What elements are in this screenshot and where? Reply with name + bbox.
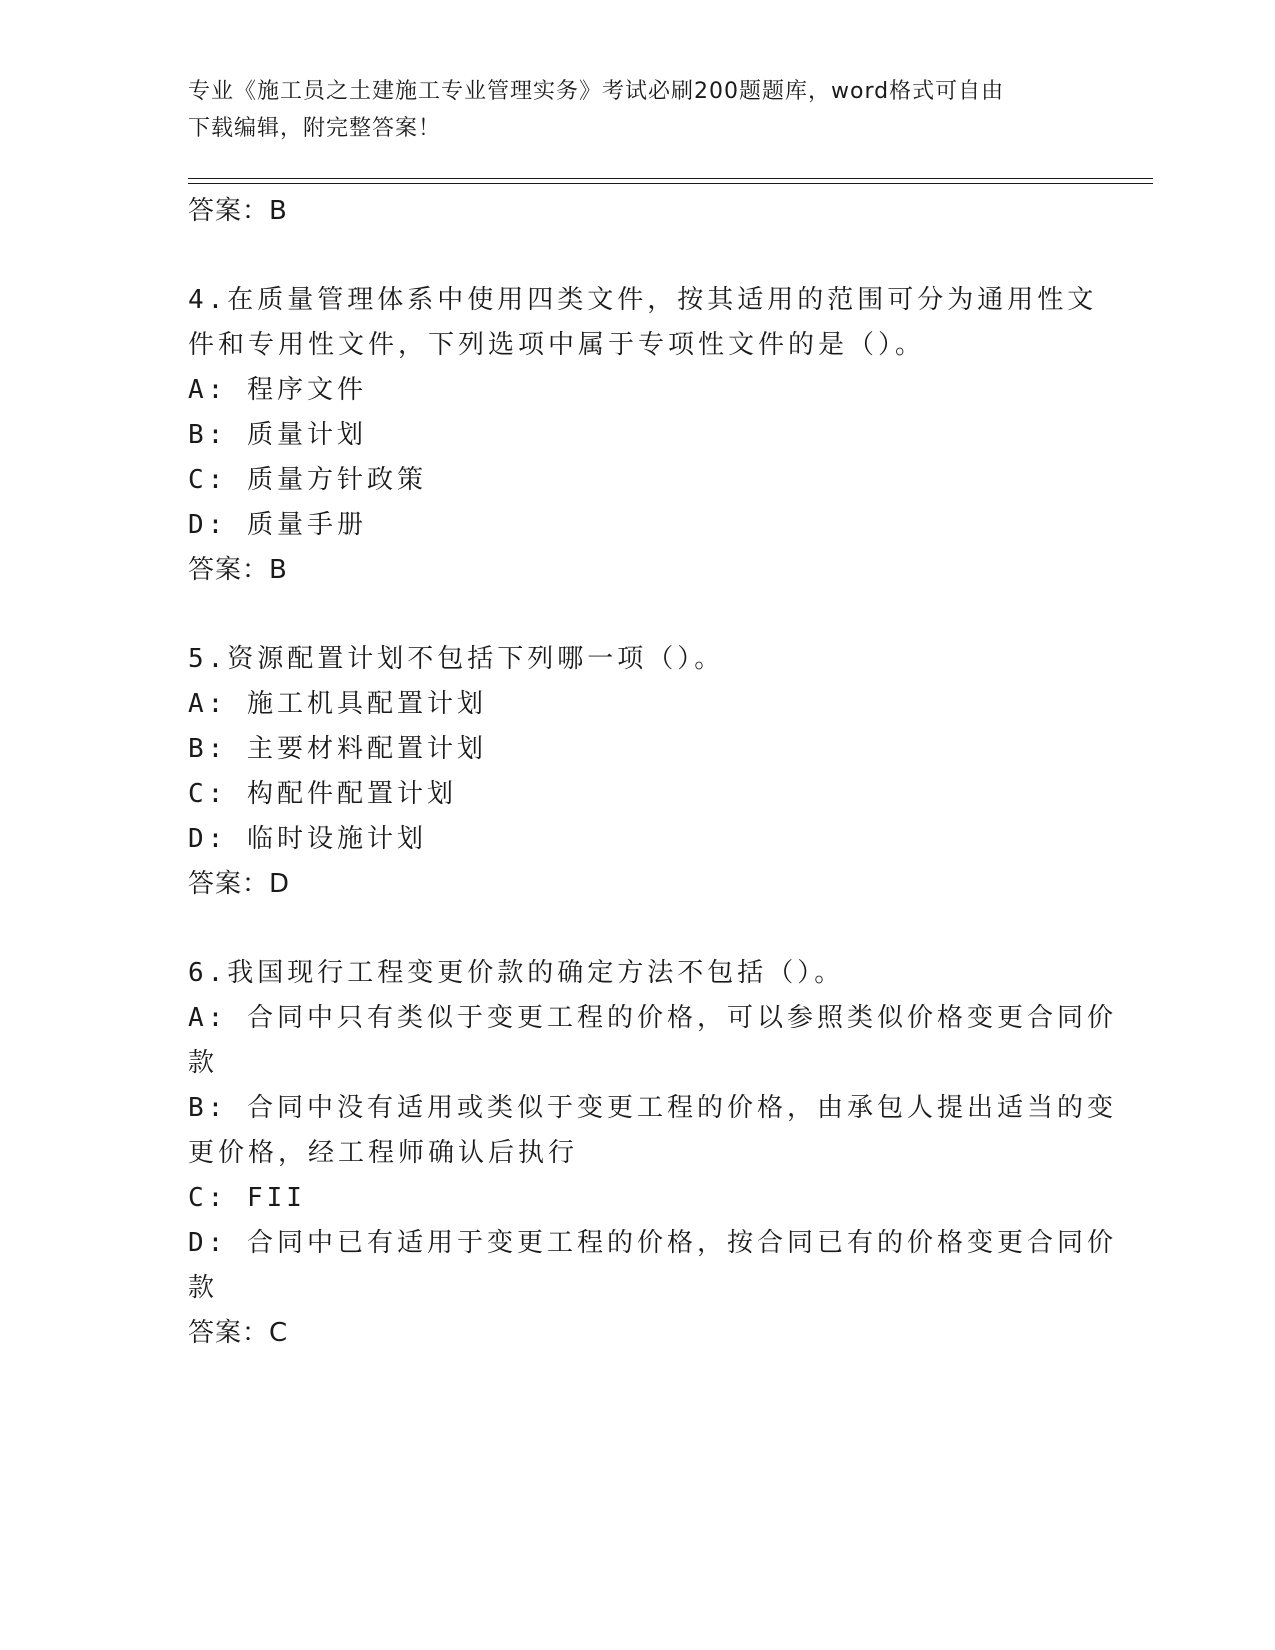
document-header xyxy=(188,73,1068,147)
q5-option-c: C: 构配件配置计划 xyxy=(188,779,457,809)
q5-option-d: D: 临时设施计划 xyxy=(188,824,427,854)
q6-option-b-line-2: 更价格，经工程师确认后执行 xyxy=(188,1138,579,1168)
q4-option-d: D: 质量手册 xyxy=(188,510,367,540)
header-divider-bottom xyxy=(188,183,1153,184)
header-divider-top xyxy=(188,178,1153,179)
q6-option-d-line-2: 款 xyxy=(188,1273,219,1303)
q6-option-b-line-1: B: 合同中没有适用或类似于变更工程的价格，由承包人提出适当的变 xyxy=(188,1093,1117,1123)
q4-option-c: C: 质量方针政策 xyxy=(188,465,427,495)
answer-q3: 答案：B xyxy=(188,196,288,226)
q6-option-a-line-2: 款 xyxy=(188,1048,219,1078)
q6-answer: 答案：C xyxy=(188,1318,289,1348)
q5-stem-line-1: 5.资源配置计划不包括下列哪一项（）。 xyxy=(188,644,725,674)
q6-stem-line-1: 6.我国现行工程变更价款的确定方法不包括（）。 xyxy=(188,958,845,988)
q4-answer: 答案：B xyxy=(188,555,288,585)
q5-option-a: A: 施工机具配置计划 xyxy=(188,689,487,719)
q6-option-c: C: FII xyxy=(188,1183,306,1213)
q6-option-d-line-1: D: 合同中已有适用于变更工程的价格，按合同已有的价格变更合同价 xyxy=(188,1228,1117,1258)
q4-option-b: B: 质量计划 xyxy=(188,420,367,450)
q4-option-a: A: 程序文件 xyxy=(188,375,367,405)
q5-option-b: B: 主要材料配置计划 xyxy=(188,734,487,764)
q4-stem-line-2: 件和专用性文件，下列选项中属于专项性文件的是（）。 xyxy=(188,330,926,360)
q6-option-a-line-1: A: 合同中只有类似于变更工程的价格，可以参照类似价格变更合同价 xyxy=(188,1003,1117,1033)
header-line-1: 专业《施工员之土建施工专业管理实务》考试必刷200题题库，word格式可自由 xyxy=(188,79,1005,104)
q5-answer: 答案：D xyxy=(188,869,291,899)
header-line-2: 下载编辑，附完整答案！ xyxy=(188,116,442,141)
q4-stem-line-1: 4.在质量管理体系中使用四类文件，按其适用的范围可分为通用性文 xyxy=(188,285,1098,315)
